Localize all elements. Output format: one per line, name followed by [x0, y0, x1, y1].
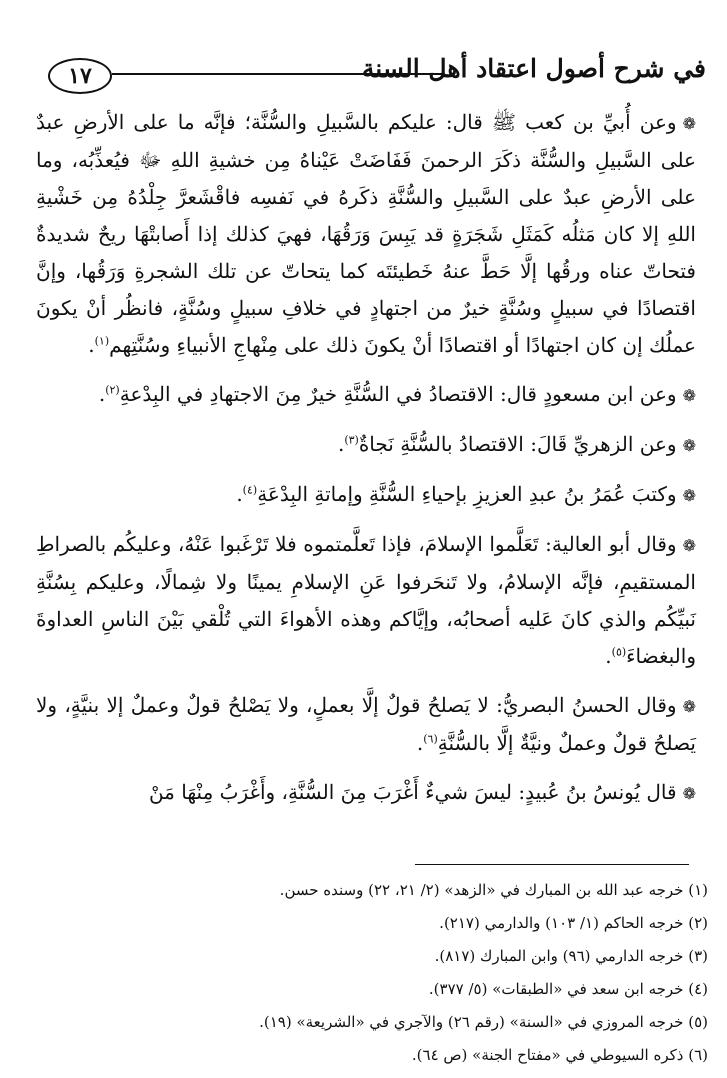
main-text: [36, 104, 696, 812]
star-icon: ❁: [682, 536, 696, 555]
footnotes: [40, 874, 708, 1072]
footnote-separator: [415, 864, 689, 865]
paragraph-text: وقال الحسنُ البصريُّ: لا يَصلحُ قولٌ إلَّا بعملٍ، ولا يَصْلحُ قولٌ وعملٌ إلا بنيَّةٍ، ولا يَصلحُ قولٌ وعملٌ ونيَّةٌ إلَّا بالسُّنَّةِ: [36, 693, 696, 755]
footnote-ref[interactable]: (٦): [423, 732, 438, 746]
footnote-5: (٥) خرجه المروزي في «السنة» (رقم ٢٦) والآجري في «الشريعة» (١٩).: [259, 1013, 708, 1031]
footnote-ref[interactable]: (٥): [611, 645, 627, 659]
page-number: ١٧: [48, 58, 112, 94]
paragraph-text: وكتبَ عُمَرُ بنُ عبدِ العزيزِ بإحياءِ السُّنَّةِ وإماتةِ البِدْعَةِ: [257, 482, 677, 506]
star-icon: ❁: [682, 386, 696, 405]
footnote-1: (١) خرجه عبد الله بن المبارك في «الزهد» (٢/ ٢١، ٢٢) وسنده حسن.: [279, 881, 708, 899]
paragraph-5: ❁وقال أبو العالية: تَعَلَّموا الإسلامَ، فإذا تَعلَّمتموه فلا تَرْغَبوا عَنْهُ، وعليكُم بالصراطِ المستقيمِ، فإنَّه الإسلامُ، ولا تَنحَرفوا عَنِ الإسلامِ يمينًا ولا شِمالًا، وعليكم بِسُنَّةِ نَبيِّكُم والذي كانَ عَليه أصحابُه، وإيَّاكم وهذه الأهواءَ التي تُلْقي بَيْنَ الناسِ العداوةَ والبغضاءَ$^{(٥)}$.: [36, 532, 696, 668]
paragraph-6: ❁وقال الحسنُ البصريُّ: لا يَصلحُ قولٌ إلَّا بعملٍ، ولا يَصْلحُ قولٌ وعملٌ إلا بنيَّةٍ، ولا يَصلحُ قولٌ وعملٌ ونيَّةٌ إلَّا بالسُّنَّةِ$^{(٦)}$.: [36, 693, 696, 755]
footnote-ref[interactable]: (١): [94, 334, 110, 348]
star-icon: ❁: [682, 486, 696, 505]
paragraph-4: ❁وكتبَ عُمَرُ بنُ عبدِ العزيزِ بإحياءِ السُّنَّةِ وإماتةِ البِدْعَةِ$^{(٤)}$.: [236, 482, 696, 506]
footnote-6: (٦) ذكره السيوطي في «مفتاح الجنة» (ص ٦٤).: [411, 1046, 708, 1064]
paragraph-7: [36, 774, 696, 812]
footnote-3: (٣) خرجه الدارمي (٩٦) وابن المبارك (٨١٧).: [434, 947, 708, 965]
paragraph-text: وقال أبو العالية: تَعَلَّموا الإسلامَ، فإذا تَعلَّمتموه فلا تَرْغَبوا عَنْهُ، وعليكُم بالصراطِ المستقيمِ، فإنَّه الإسلامُ، ولا تَنحَرفوا عَنِ الإسلامِ يمينًا ولا شِمالًا، وعليكم بِسُنَّةِ نَبيِّكُم والذي كانَ عَليه أصحابُه، وإيَّاكم وهذه الأهواءَ التي تُلْقي بَيْنَ الناسِ العداوةَ والبغضاءَ: [36, 532, 696, 668]
footnote-ref[interactable]: (٢): [105, 383, 120, 397]
running-header: [20, 52, 710, 98]
footnote-ref[interactable]: (٤): [242, 483, 258, 497]
paragraph-1: ❁وعن أُبيِّ بن كعب ﷺ قال: عليكم بالسَّبيلِ والسُّنَّة؛ فإنَّه ما على الأرضِ عبدٌ على السَّبيلِ والسُّنَّة ذكَرَ الرحمنَ فَفَاضَتْ عَيْناهُ مِن خشيةِ اللهِ ﷻ فيُعذِّبُه، وما على الأرضِ عبدٌ على السَّبيلِ والسُّنَّةِ ذكَرهُ في نَفسِه فاقْشَعرَّ جِلْدُهُ مِن خَشْيةِ اللهِ إلا كان مَثلُه كَمَثَلِ شَجَرَةٍ قد يَبِسَ وَرَقُهَا، فهيَ كذلك إذا أَصابتْهَا ريحٌ شديدةٌ فتحاتّ عناه ورقُها إلَّا حَطَّ عنهُ خَطيئتَه كما يتحاتّ عن تلك الشجرةِ وَرَقُها، وإنَّ اقتصادًا في سبيلٍ وسُنَّةٍ خيرٌ من اجتهادٍ في خلافِ سبيلٍ وسُنَّةٍ، فانظُر أنْ يكونَ عملُك إن كان اجتهادًا أو اقتصادًا أنْ يكونَ ذلك على مِنْهاجِ الأنبياءِ وسُنَّتِهم$^{(١)}$.: [36, 110, 696, 357]
footnote-ref[interactable]: (٣): [344, 433, 359, 447]
footnote-2: (٢) خرجه الحاكم (١/ ١٠٣) والدارمي (٢١٧).: [439, 914, 708, 932]
paragraph-3: ❁وعن الزهريِّ قَالَ: الاقتصادُ بالسُّنَّةِ نَجاةٌ$^{(٣)}$.: [337, 432, 696, 456]
star-icon: ❁: [682, 436, 696, 455]
paragraph-2: ❁وعن ابن مسعودٍ قال: الاقتصادُ في السُّنَّةِ خيرٌ مِنَ الاجتهادِ في البِدْعةِ$^{(٢)}$.: [98, 382, 696, 406]
star-icon: ❁: [682, 114, 696, 133]
paragraph-text: وعن أُبيِّ بن كعب ﷺ قال: عليكم بالسَّبيلِ والسُّنَّة؛ فإنَّه ما على الأرضِ عبدٌ على السَّبيلِ والسُّنَّة ذكَرَ الرحمنَ فَفَاضَتْ عَيْناهُ مِن خشيةِ اللهِ ﷻ فيُعذِّبُه، وما على الأرضِ عبدٌ على السَّبيلِ والسُّنَّةِ ذكَرهُ في نَفسِه فاقْشَعرَّ جِلْدُهُ مِن خَشْيةِ اللهِ إلا كان مَثلُه كَمَثَلِ شَجَرَةٍ قد يَبِسَ وَرَقُهَا، فهيَ كذلك إذا أَصابتْهَا ريحٌ شديدةٌ فتحاتّ عناه ورقُها إلَّا حَطَّ عنهُ خَطيئتَه كما يتحاتّ عن تلك الشجرةِ وَرَقُها، وإنَّ اقتصادًا في سبيلٍ وسُنَّةٍ خيرٌ من اجتهادٍ في خلافِ سبيلٍ وسُنَّةٍ، فانظُر أنْ يكونَ عملُك إن كان اجتهادًا أو اقتصادًا أنْ يكونَ ذلك على مِنْهاجِ الأنبياءِ وسُنَّتِهم: [36, 110, 696, 357]
star-icon: ❁: [682, 697, 696, 716]
footnote-4: (٤) خرجه ابن سعد في «الطبقات» (٥/ ٣٧٧).: [428, 980, 708, 998]
paragraph-text: وعن الزهريِّ قَالَ: الاقتصادُ بالسُّنَّةِ نَجاةٌ: [358, 432, 677, 456]
star-icon: ❁: [682, 784, 696, 803]
paragraph-text: وعن ابن مسعودٍ قال: الاقتصادُ في السُّنَّةِ خيرٌ مِنَ الاجتهادِ في البِدْعةِ: [119, 382, 677, 406]
paragraph-text: قال يُونسُ بنُ عُبيدٍ: ليسَ شيءٌ أَغْرَبَ مِنَ السُّنَّةِ، وأَغْرَبُ مِنْهَا مَنْ: [148, 780, 677, 804]
header-title: في شرح أصول اعتقاد أهل السنة: [361, 54, 706, 83]
